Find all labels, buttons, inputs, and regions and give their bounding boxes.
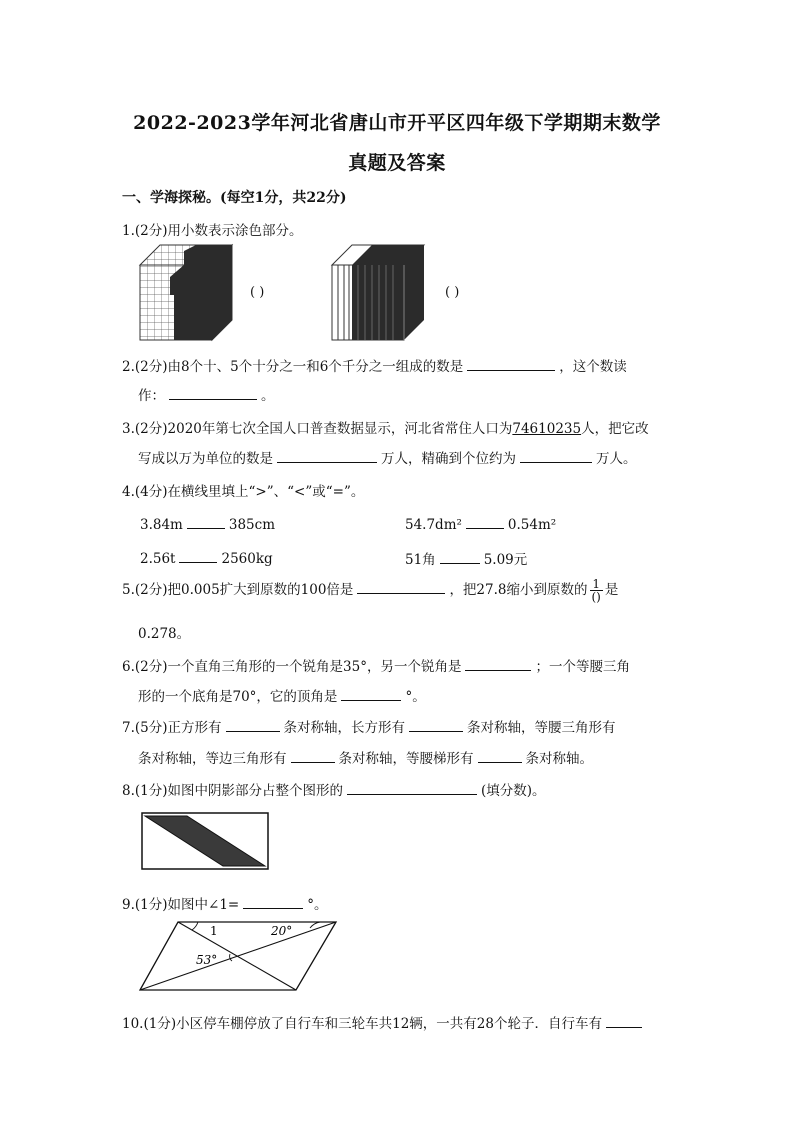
q4-item-2-right: 0.54m²: [507, 517, 557, 533]
q4-score: (4分): [134, 484, 168, 500]
question-3: [122, 417, 649, 437]
question-9: [122, 893, 327, 913]
question-6-line2: [138, 685, 426, 705]
q2-text-d: 。: [261, 388, 275, 404]
q4-number: 4.: [122, 484, 135, 500]
q10-blank-1[interactable]: [606, 1013, 642, 1028]
q1-number: 1.: [122, 223, 135, 239]
q5-fraction-numerator: 1: [590, 578, 603, 591]
q7-text-a: 正方形有: [167, 720, 222, 736]
q2-text-c: 作：: [138, 388, 165, 404]
q9-label-angle-1: 1: [210, 924, 218, 938]
q4-item-2-left: 54.7dm²: [405, 517, 462, 533]
q3-score: (2分): [134, 421, 168, 437]
q5-fraction: [590, 578, 603, 603]
question-6: [122, 655, 630, 675]
question-7-line2: [138, 747, 593, 767]
q8-score: (1分): [134, 783, 168, 799]
q2-blank-1[interactable]: [467, 356, 555, 371]
section-heading: 一、学海探秘。(每空1分，共22分): [122, 190, 347, 206]
q7-text-d: 条对称轴，等边三角形有: [138, 751, 287, 767]
q4-item-1-blank[interactable]: [187, 514, 225, 529]
q1-answer-blank-1[interactable]: ( ): [250, 285, 265, 300]
q3-number: 3.: [122, 421, 135, 437]
q7-text-b: 条对称轴，长方形有: [283, 720, 406, 736]
q4-item-1-right: 385cm: [228, 517, 276, 533]
q5-number: 5.: [122, 582, 135, 598]
q9-label-53: 53°: [196, 953, 218, 967]
q4-item-4-left: 51角: [405, 552, 436, 568]
q4-text: 在横线里填上“>”、“<”或“=”。: [167, 484, 365, 500]
q5-score: (2分): [134, 582, 168, 598]
q7-text-c: 条对称轴，等腰三角形有: [467, 720, 616, 736]
q3-text-a: 2020年第七次全国人口普查数据显示，河北省常住人口为: [167, 421, 513, 437]
q4-item-2-blank[interactable]: [466, 514, 504, 529]
q10-score: (1分): [143, 1016, 177, 1032]
q7-blank-2[interactable]: [409, 717, 463, 732]
q5-text-c: 是: [604, 582, 619, 598]
q7-text-e: 条对称轴，等腰梯形有: [338, 751, 474, 767]
question-5-line2: 0.278。: [138, 626, 191, 642]
q9-text-b: °。: [307, 897, 328, 913]
q6-text-a: 一个直角三角形的一个锐角是35°，另一个锐角是: [167, 659, 462, 675]
q3-blank-2[interactable]: [520, 448, 592, 463]
q8-blank-1[interactable]: [347, 780, 477, 795]
question-10: [122, 1012, 646, 1032]
q3-text-b: 人，把它改: [581, 421, 649, 437]
q7-blank-1[interactable]: [226, 717, 280, 732]
q4-item-3-left: 2.56t: [140, 551, 176, 567]
q1-figure-grid: [140, 245, 240, 340]
question-8: [122, 779, 546, 799]
q9-number: 9.: [122, 897, 135, 913]
q4-item-4: [405, 548, 527, 568]
q2-score: (2分): [134, 359, 168, 375]
q8-number: 8.: [122, 783, 135, 799]
question-4: [122, 480, 364, 500]
question-7: [122, 716, 616, 736]
q5-text-a: 把0.005扩大到原数的100倍是: [167, 582, 354, 598]
q2-number: 2.: [122, 359, 135, 375]
q6-blank-1[interactable]: [465, 656, 531, 671]
q6-text-b: ；一个等腰三角: [535, 659, 630, 675]
q7-number: 7.: [122, 720, 135, 736]
question-2: [122, 355, 627, 375]
q4-item-3-right: 2560kg: [221, 551, 273, 567]
question-2-line2: [138, 384, 275, 404]
q1-answer-blank-2[interactable]: ( ): [445, 285, 460, 300]
q4-item-1-left: 3.84m: [140, 517, 183, 533]
q4-item-4-right: 5.09元: [483, 552, 528, 568]
q4-item-2: [405, 514, 556, 533]
q9-label-20: 20°: [271, 924, 293, 938]
q7-text-f: 条对称轴。: [525, 751, 593, 767]
question-1: [122, 219, 303, 239]
q4-item-4-blank[interactable]: [440, 549, 480, 564]
q4-item-3: [140, 548, 273, 567]
q6-text-d: °。: [405, 689, 426, 705]
page-title-line2: 真题及答案: [348, 152, 446, 174]
question-3-line2: [138, 447, 637, 467]
q3-text-e: 万人。: [596, 451, 637, 467]
question-5: [122, 578, 618, 603]
q3-text-d: 万人，精确到个位约为: [381, 451, 516, 467]
q6-blank-2[interactable]: [341, 686, 401, 701]
q8-text-a: 如图中阴影部分占整个图形的: [167, 783, 344, 799]
q3-text-c: 写成以万为单位的数是: [138, 451, 273, 467]
q5-text-b: ，把27.8缩小到原数的: [449, 582, 588, 598]
q10-text-a: 小区停车棚停放了自行车和三轮车共12辆，一共有28个轮子．自行车有: [176, 1016, 602, 1032]
q9-blank-1[interactable]: [243, 894, 303, 909]
q6-text-c: 形的一个底角是70°，它的顶角是: [138, 689, 338, 705]
q8-text-b: (填分数)。: [481, 783, 546, 799]
q10-number: 10.: [122, 1016, 144, 1032]
q2-blank-2[interactable]: [169, 385, 257, 400]
q9-score: (1分): [134, 897, 168, 913]
q8-figure: [141, 812, 269, 870]
q1-text: 用小数表示涂色部分。: [167, 223, 303, 239]
q9-text-a: 如图中∠1=: [167, 897, 240, 913]
q1-figure-bars: [332, 245, 432, 340]
q5-fraction-denominator[interactable]: (): [591, 590, 601, 604]
q6-score: (2分): [134, 659, 168, 675]
q3-blank-1[interactable]: [277, 448, 377, 463]
q5-blank-1[interactable]: [357, 579, 445, 594]
q2-text-b: ，这个数读: [559, 359, 627, 375]
q4-item-3-blank[interactable]: [179, 548, 217, 563]
page-title: 2022-2023学年河北省唐山市开平区四年级下学期期末数学: [133, 112, 661, 134]
q1-score: (2分): [134, 223, 168, 239]
q9-figure: [138, 918, 338, 993]
q6-number: 6.: [122, 659, 135, 675]
q3-population: 74610235: [512, 421, 582, 437]
q7-blank-4[interactable]: [478, 748, 522, 763]
q2-text-a: 由8个十、5个十分之一和6个千分之一组成的数是: [167, 359, 464, 375]
q7-blank-3[interactable]: [291, 748, 335, 763]
q4-item-1: [140, 514, 275, 533]
q7-score: (5分): [134, 720, 168, 736]
